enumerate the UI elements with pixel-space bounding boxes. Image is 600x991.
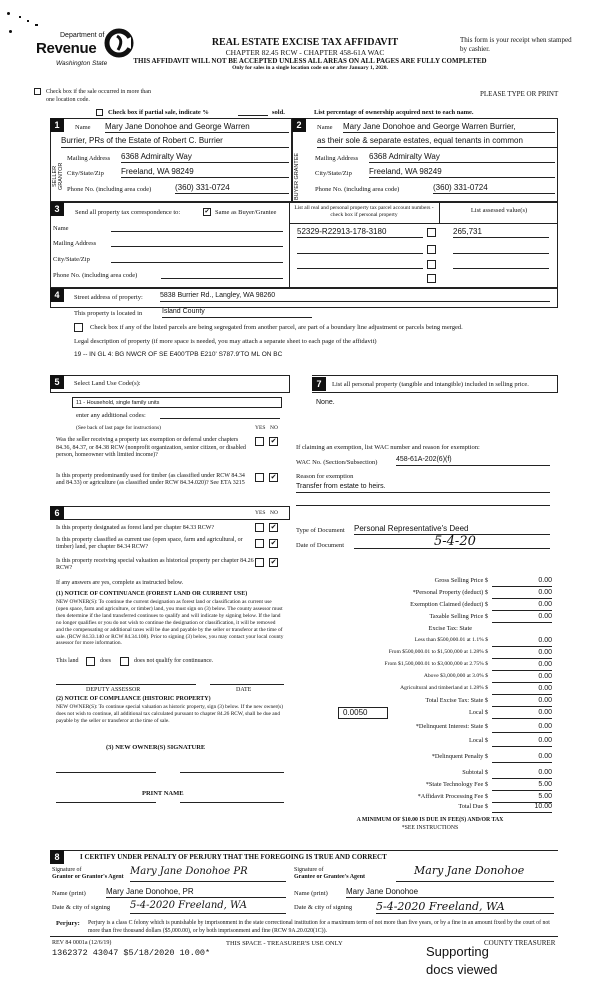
name-label: Name [317, 124, 333, 131]
calc-label: Less than $500,000.01 at 1.1% $ [414, 637, 488, 643]
buyer-name-line2[interactable]: as their sole & separate estates, equal tenants in common [317, 136, 557, 148]
form-chapter: CHAPTER 82.45 RCW - CHAPTER 458-61A WAC [225, 48, 385, 57]
reason-label: Reason for exemption [296, 473, 354, 480]
seller-city-field[interactable]: Freeland, WA 98249 [121, 167, 289, 178]
wac-field[interactable]: 458-61A-202(6)(f) [396, 456, 550, 466]
doc-type-field[interactable]: Personal Representative's Deed [354, 524, 550, 535]
section-number: 4 [50, 288, 64, 302]
supporting-stamp: Supporting [426, 944, 489, 959]
calc-value[interactable]: 5.00 [492, 793, 552, 803]
street-address-label: Street address of property: [74, 294, 143, 301]
calc-value[interactable]: 0.00 [492, 613, 552, 623]
revenue-text: Revenue [36, 40, 97, 57]
print-name-label: PRINT NAME [142, 790, 184, 797]
grantee-signature[interactable]: Mary Jane Donohoe [396, 864, 554, 882]
street-address-field[interactable]: 5838 Burrier Rd., Langley, WA 98260 [160, 292, 550, 302]
same-as-buyer-checkbox[interactable]: ✔ [204, 209, 210, 215]
q2-yes-checkbox[interactable] [255, 473, 264, 482]
partial-percent-field[interactable] [238, 115, 268, 116]
date-city-label: Date & city of signing [52, 904, 111, 911]
personal-property-field[interactable]: None. [316, 399, 335, 406]
section-number: 8 [50, 850, 64, 864]
section-8-certification [50, 850, 558, 940]
corr-mail-field[interactable] [111, 246, 283, 247]
recording-stamp: 1362372 43047 $5/18/2020 10.00* [52, 948, 211, 958]
q2-no-checkbox[interactable]: ✔ [270, 473, 277, 481]
name-label: Name [75, 124, 91, 131]
local-rate-field[interactable]: 0.0050 [338, 707, 388, 719]
calc-value[interactable]: 0.00 [492, 697, 552, 707]
exemption-label: If claiming an exemption, list WAC number and reason for exemption: [296, 444, 480, 451]
phone-label: Phone No. (including area code) [67, 186, 152, 193]
calc-value[interactable]: 0.00 [492, 601, 552, 611]
date-city-label: Date & city of signing [294, 904, 353, 911]
phone-label: Phone No. (including area code) [53, 272, 138, 279]
calc-value[interactable]: 5.00 [492, 781, 552, 791]
buyer-name-line1[interactable]: Mary Jane Donohoe and George Warren Burrier, [343, 122, 555, 133]
section-7-exemption-tax [292, 375, 558, 845]
print-name-line-1[interactable] [56, 802, 156, 803]
receipt-note: This form is your receipt when stamped by cashier. [460, 36, 572, 53]
grantor-signature[interactable]: Mary Jane Donohoe PR [130, 866, 286, 882]
calc-value[interactable]: 0.00 [492, 673, 552, 683]
this-land-text: This land [56, 658, 79, 664]
personal-property-checkbox-2[interactable] [427, 245, 436, 254]
section-6-forest-historic [50, 506, 290, 826]
grantor-date-city[interactable]: 5-4-2020 Freeland, WA [130, 900, 286, 914]
washington-state-text: Washington State [56, 60, 108, 67]
print-name-line-2[interactable] [180, 802, 284, 803]
phone-label: Phone No. (including area code) [315, 186, 400, 193]
no-label: NO [270, 425, 278, 431]
assessed-value-field-3[interactable] [453, 268, 549, 269]
city-label: City/State/Zip [53, 256, 90, 263]
personal-property-checkbox-1[interactable] [427, 228, 436, 237]
calc-label: Agricultural and timberland at 1.28% $ [400, 685, 488, 691]
perjury-label: Perjury: [56, 920, 80, 927]
forest-no-checkbox[interactable]: ✔ [270, 523, 277, 531]
land-use-label: Select Land Use Code(s): [74, 380, 141, 387]
if-yes-text: If any answers are yes, complete as instructed below. [56, 580, 184, 586]
date-label: DATE [236, 687, 252, 693]
section-4-property [50, 288, 558, 368]
legal-description-field[interactable]: 19 -- IN GL 4: BG NWCR OF SE E400'TPB E210' S787.9'TO ML ON BC [74, 351, 283, 358]
calc-label: *Delinquent Penalty $ [431, 753, 488, 760]
segregated-checkbox[interactable] [74, 323, 83, 332]
corr-phone-field[interactable] [161, 278, 283, 279]
calc-row [292, 587, 558, 599]
grantee-name-print[interactable]: Mary Jane Donohoe [346, 887, 554, 898]
historic-no-checkbox[interactable]: ✔ [270, 558, 277, 566]
seller-phone-field[interactable]: (360) 331-0724 [175, 183, 289, 194]
reason-field[interactable]: Transfer from estate to heirs. [296, 483, 550, 493]
partial-sale-checkbox[interactable] [96, 109, 103, 116]
enter-additional-label: enter any additional codes: [76, 412, 146, 419]
forest-yes-checkbox[interactable] [255, 523, 264, 532]
assessed-value-field[interactable]: 265,731 [453, 227, 549, 238]
calc-value[interactable]: 0.00 [492, 769, 552, 779]
sig-grantor-label1: Signature of [52, 867, 82, 873]
calc-label: From $500,000.01 to $1,500,000 at 1.28% $ [388, 649, 488, 655]
deputy-assessor-label: DEPUTY ASSESSOR [86, 687, 141, 693]
yes-label: YES [255, 510, 266, 516]
minimum-due-text: A MINIMUM OF $10.00 IS DUE IN FEE(S) AND/OR TAX [356, 817, 504, 823]
land-use-field[interactable]: 11 - Household, single family units [72, 397, 282, 408]
calc-label: Subtotal $ [462, 769, 488, 776]
calc-row [292, 751, 558, 763]
sig-grantor-label2: Grantor or Grantor's Agent [52, 874, 124, 880]
exemption-question: Was the seller receiving a property tax exemption or deferral under chapters 84.36, 84.37, or 84.38 RCW (nonprofit organization, senior citizen, or disabled person, homeowner with limited income)? [56, 437, 246, 458]
partial-sale-text: Check box if partial sale, indicate % [108, 109, 209, 116]
reason-field-line-2[interactable] [296, 505, 550, 506]
calc-value[interactable]: 0.00 [492, 589, 552, 599]
parcel-number-field-3[interactable] [297, 268, 423, 269]
sig-grantee-label2: Grantee or Grantee's Agent [294, 874, 366, 880]
same-as-buyer-text: Same as Buyer/Grantee [215, 209, 277, 216]
multi-location-text: Check box if the sale occurred in more than one location code. [46, 89, 151, 103]
doc-date-field[interactable]: 5-4-20 [354, 535, 550, 549]
send-correspondence-text: Send all property tax correspondence to: [75, 209, 181, 216]
historic-yes-checkbox[interactable] [255, 558, 264, 567]
grantor-name-print[interactable]: Mary Jane Donohoe, PR [106, 887, 286, 898]
yes-label: YES [255, 425, 266, 431]
current-use-question: Is this property classified as current use (open space, farm and agricultural, or timber) land, per chapter 84.34 RCW? [56, 537, 243, 550]
section-number: 5 [50, 375, 64, 389]
no-label: NO [270, 510, 278, 516]
calc-label: Above $3,000,000 at 3.0% $ [423, 673, 488, 679]
treasurer-use-text: THIS SPACE - TREASURER'S USE ONLY [226, 940, 343, 947]
legal-description-label: Legal description of property (if more space is needed, you may attach a separate sheet to each page of the affidavit) [74, 338, 377, 345]
calc-row [292, 659, 558, 671]
q1-no-checkbox[interactable]: ✔ [270, 437, 277, 445]
county-field[interactable]: Island County [162, 308, 312, 318]
calc-value[interactable]: 0.00 [492, 737, 552, 747]
section-number: 6 [50, 506, 64, 520]
calc-row [292, 575, 558, 587]
only-for-text: Only for sales in a single location code on or after January 1, 2020. [232, 65, 388, 71]
timber-question: Is this property predominantly used for timber (as classified under RCW 84.34 and 84.33) or agriculture (as classified under RCW 84.34.020)? See ETA 3215 [56, 473, 245, 486]
new-owner-signature-title: (3) NEW OWNER(S) SIGNATURE [106, 744, 206, 751]
name-print-label: Name (print) [52, 890, 86, 897]
corr-city-field[interactable] [111, 262, 283, 263]
calc-row [292, 721, 558, 733]
dor-swirl-icon [104, 28, 134, 58]
name-label: Name [53, 225, 69, 232]
notice-compliance-body: NEW OWNER(S): To continue special valuation as historic property, sign (3) below. If the new owner(s) does not wish to continue, all additional tax calculated pursuant to chapter 84.26 RCW, shall be due and payable by the seller or transferor at the time of sale. [56, 704, 284, 724]
parcel-number-field[interactable]: 52329-R22913-178-3180 [297, 227, 423, 238]
segregated-text: Check box if any of the listed parcels are being segregated from another parcel, are part of a boundary line adjustment or parcels being merged. [90, 324, 463, 331]
calc-row [292, 801, 558, 813]
city-label: City/State/Zip [315, 170, 352, 177]
form-revision: REV 84 0001a (12/6/19) [52, 940, 112, 946]
seller-name-line1[interactable]: Mary Jane Donohoe and George Warren [105, 122, 289, 133]
calc-row [292, 779, 558, 791]
wac-label: WAC No. (Section/Subsection) [296, 459, 378, 466]
calc-value[interactable]: 0.00 [492, 637, 552, 647]
calc-value[interactable]: 0.00 [492, 723, 552, 733]
section-number: 7 [312, 377, 326, 391]
personal-property-label: List all personal property (tangible and intangible) included in selling price. [332, 381, 529, 388]
q1-yes-checkbox[interactable] [255, 437, 264, 446]
section-number: 3 [50, 202, 64, 216]
calc-value[interactable]: 0.00 [492, 709, 552, 719]
does-text: does [100, 658, 111, 664]
calc-row [292, 647, 558, 659]
section-2-buyer [292, 118, 558, 202]
calc-label: *Affidavit Processing Fee $ [417, 793, 488, 800]
assessor-date-line[interactable] [210, 684, 284, 685]
calc-label: Exemption Claimed (deduct) $ [410, 601, 488, 608]
calc-label: Total Excise Tax: State $ [425, 697, 488, 704]
buyer-phone-field[interactable]: (360) 331-0724 [433, 183, 555, 194]
doc-date-label: Date of Document [296, 542, 345, 549]
calc-label: Total Due $ [458, 803, 488, 810]
calc-value[interactable]: 0.00 [492, 649, 552, 659]
calc-label: *State Technology Fee $ [425, 781, 488, 788]
calc-row [292, 707, 558, 719]
please-type: PLEASE TYPE OR PRINT [480, 90, 559, 98]
parcel-list-header: List all real and personal property tax parcel account numbers - check box if personal property [294, 205, 434, 218]
new-owner-signature-line-1[interactable] [56, 772, 156, 773]
calc-label: Local $ [468, 709, 488, 716]
calc-row [292, 671, 558, 683]
deputy-assessor-line[interactable] [56, 684, 196, 685]
section-3-correspondence [50, 202, 558, 288]
assessed-value-header: List assessed value(s) [470, 207, 528, 214]
calc-row [292, 767, 558, 779]
historic-question: Is this property receiving special valuation as historical property per chapter 84.26 RCW? [56, 558, 254, 571]
calc-label: From $1,500,000.01 to $3,000,000 at 2.75% $ [384, 661, 488, 667]
calc-value[interactable]: 10.00 [492, 803, 552, 813]
calc-value[interactable]: 0.00 [492, 577, 552, 587]
located-in-label: This property is located in [74, 310, 143, 317]
seller-name-line2[interactable]: Burrier, PRs of the Estate of Robert C. Burrier [61, 136, 289, 148]
docs-viewed-stamp: docs viewed [426, 962, 498, 977]
forest-land-question: Is this property designated as forest land per chapter 84.33 RCW? [56, 525, 215, 531]
doc-type-label: Type of Document [296, 527, 345, 534]
county-treasurer-text: COUNTY TREASURER [484, 939, 556, 947]
notice-continuance-body: NEW OWNER(S): To continue the current designation as forest land or classification as current use (open space, farm and agriculture, or timber) land, you must sign on (3) below. The county assessor must then determine if the land transferred continues to qualify and will indicate by signing below. If the land no longer qualifies or you do not wish to continue the designation or classification, it will be removed and the compensating or additional taxes will be due and payable by the seller or transferor at the time of sale. (RCW 84.33.140 or RCW 84.34.108). Prior to signing (3) below, you may contact your local county assessor for more information. [56, 599, 284, 647]
see-instructions-text: *SEE INSTRUCTIONS [401, 825, 459, 831]
section-number: 1 [50, 118, 64, 132]
mail-label: Mailing Address [53, 240, 97, 247]
form-warning: THIS AFFIDAVIT WILL NOT BE ACCEPTED UNLESS ALL AREAS ON ALL PAGES ARE FULLY COMPLETED [133, 57, 487, 65]
grantee-date-city[interactable]: 5-4-2020 Freeland, WA [376, 900, 554, 914]
corr-name-field[interactable] [111, 231, 283, 232]
personal-property-checkbox-4[interactable] [427, 274, 436, 283]
calc-row [292, 735, 558, 747]
sold-text: sold. [272, 109, 285, 116]
personal-property-checkbox-3[interactable] [427, 260, 436, 269]
multi-location-checkbox[interactable] [34, 88, 41, 95]
current-use-no-checkbox[interactable]: ✔ [270, 539, 277, 547]
calc-row [292, 599, 558, 611]
notice-continuance-title: (1) NOTICE OF CONTINUANCE (FOREST LAND OR CURRENT USE) [56, 591, 248, 597]
calc-label: Gross Selling Price $ [434, 577, 488, 584]
calc-value[interactable]: 0.00 [492, 753, 552, 763]
additional-codes-field[interactable] [160, 418, 280, 419]
does-qualify-checkbox[interactable] [86, 657, 95, 666]
seller-mail-field[interactable]: 6368 Admiralty Way [121, 152, 289, 163]
calc-row [292, 683, 558, 695]
dept-of-text: Department of [60, 32, 105, 39]
parcel-number-field-2[interactable] [297, 253, 423, 254]
does-not-qualify-checkbox[interactable] [120, 657, 129, 666]
buyer-city-field[interactable]: Freeland, WA 98249 [369, 167, 555, 178]
form-title: REAL ESTATE EXCISE TAX AFFIDAVIT [211, 37, 399, 48]
buyer-grantee-label: BUYER GRANTEE [294, 152, 300, 200]
city-label: City/State/Zip [67, 170, 104, 177]
mail-label: Mailing Address [67, 155, 111, 162]
calc-label: Local $ [468, 737, 488, 744]
calc-label: Excise Tax: State [428, 625, 472, 632]
calc-row [292, 695, 558, 707]
calc-value[interactable]: 0.00 [492, 661, 552, 671]
assessed-value-field-2[interactable] [453, 253, 549, 254]
calc-label: *Personal Property (deduct) $ [412, 589, 488, 596]
sig-grantee-label1: Signature of [294, 867, 324, 873]
calc-row [292, 623, 558, 635]
mail-label: Mailing Address [315, 155, 359, 162]
calc-row [292, 635, 558, 647]
ownership-note: List percentage of ownership acquired next to each name. [314, 109, 474, 116]
section-5-land-use [50, 375, 290, 505]
calc-row [292, 611, 558, 623]
current-use-yes-checkbox[interactable] [255, 539, 264, 548]
name-print-label: Name (print) [294, 890, 328, 897]
section-1-seller [50, 118, 292, 202]
section-number: 2 [292, 118, 306, 132]
calc-table [292, 575, 558, 845]
new-owner-signature-line-2[interactable] [180, 772, 284, 773]
notice-compliance-title: (2) NOTICE OF COMPLIANCE (HISTORIC PROPERTY) [56, 696, 211, 702]
calc-label: Taxable Selling Price $ [429, 613, 488, 620]
buyer-mail-field[interactable]: 6368 Admiralty Way [369, 152, 555, 163]
calc-value[interactable]: 0.00 [492, 685, 552, 695]
seller-grantor-label: SELLER GRANTOR [52, 162, 64, 190]
perjury-text: Perjury is a class C felony which is punishable by imprisonment in the state correctional institution for a maximum term of not more than five years, or by a fine in an amount fixed by the court of not more than five thousand dollars ($5,000.00), or by both imprisonment and fine (RCW 9A.20.020(1C)). [88, 920, 550, 934]
calc-label: *Delinquent Interest: State $ [415, 723, 488, 730]
does-not-text: does not qualify for continuance. [134, 658, 214, 664]
certify-text: I CERTIFY UNDER PENALTY OF PERJURY THAT THE FOREGOING IS TRUE AND CORRECT [80, 853, 387, 861]
see-back-text: (See back of last page for instructions) [76, 425, 161, 431]
